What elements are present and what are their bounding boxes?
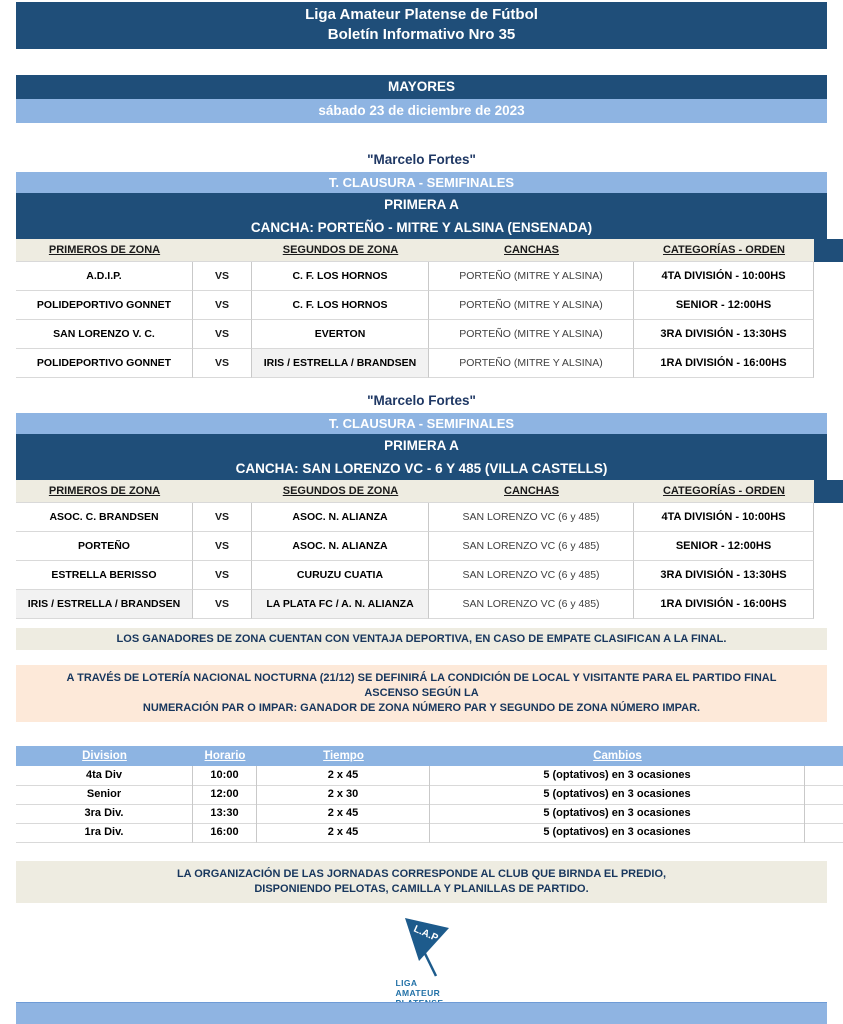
vs-label: VS [193,291,252,320]
fixture-section-1 [0,151,843,378]
schedule-duration: 2 x 45 [257,804,430,824]
division-label: PRIMERA A [384,438,459,453]
fixture-section-2 [0,392,843,619]
schedule-duration: 2 x 45 [257,766,430,786]
page-header [16,2,827,49]
home-team: POLIDEPORTIVO GONNET [16,349,193,378]
stage-band: T. CLAUSURA - SEMIFINALES [16,413,827,434]
schedule-header-tail [805,746,843,766]
division-venue-band [16,193,827,239]
away-team: CURUZU CUATIA [252,561,429,590]
schedule-changes: 5 (optativos) en 3 ocasiones [430,785,805,805]
match-table [16,239,843,378]
schedule-division: 4ta Div [16,766,193,786]
category-time: 4TA DIVISIÓN - 10:00HS [634,503,814,532]
schedule-time: 13:30 [193,804,257,824]
header-vs-empty [193,480,252,502]
schedule-duration: 2 x 30 [257,785,430,805]
schedule-time: 12:00 [193,785,257,805]
category-time: 1RA DIVISIÓN - 16:00HS [634,590,814,619]
schedule-row [16,804,843,823]
match-table-header [16,480,814,503]
schedule-division: Senior [16,785,193,805]
category-time: 1RA DIVISIÓN - 16:00HS [634,349,814,378]
schedule-changes: 5 (optativos) en 3 ocasiones [430,766,805,786]
league-name-line: LIGA [395,978,418,988]
lottery-note [16,665,827,722]
schedule-header-tiempo: Tiempo [323,750,364,762]
section-title: "Marcelo Fortes" [367,152,476,167]
schedule-header-horario: Horario [204,750,246,762]
field-name: PORTEÑO (MITRE Y ALSINA) [429,320,634,349]
pennant-logo-graphic [386,916,458,978]
vs-label: VS [193,532,252,561]
field-name: SAN LORENZO VC (6 y 485) [429,503,634,532]
schedule-header-row [16,746,843,766]
home-team: SAN LORENZO V. C. [16,320,193,349]
match-row [16,532,814,561]
schedule-row [16,766,843,785]
organization-note-line2: DISPONIENDO PELOTAS, CAMILLA Y PLANILLAS DE PARTIDO. [254,883,589,895]
division-venue-band [16,434,827,480]
schedule-time: 10:00 [193,766,257,786]
schedule-tail [805,766,843,786]
category-band: MAYORES [16,75,827,99]
vs-label: VS [193,349,252,378]
category-time: SENIOR - 12:00HS [634,532,814,561]
date-band: sábado 23 de diciembre de 2023 [16,99,827,123]
flag-initials: L.A.P [411,923,440,945]
footer-band [16,1002,827,1024]
header-canchas: CANCHAS [504,485,559,497]
match-row [16,262,814,291]
schedule-time: 16:00 [193,823,257,843]
away-team: ASOC. N. ALIANZA [252,532,429,561]
match-table [16,480,843,619]
category-time: 4TA DIVISIÓN - 10:00HS [634,262,814,291]
schedule-tail [805,785,843,805]
match-table-header [16,239,814,262]
header-primeros: PRIMEROS DE ZONA [48,485,161,497]
header-segundos: SEGUNDOS DE ZONA [282,485,399,497]
lottery-note-line1: A TRAVÉS DE LOTERÍA NACIONAL NOCTURNA (21/12) SE DEFINIRÁ LA CONDICIÓN DE LOCAL Y VISITANTE PARA EL PARTIDO FINAL ASCENSO SEGÚN LA [66,672,777,699]
advantage-note: LOS GANADORES DE ZONA CUENTAN CON VENTAJA DEPORTIVA, EN CASO DE EMPATE CLASIFICAN A LA FINAL. [16,628,827,650]
field-name: PORTEÑO (MITRE Y ALSINA) [429,291,634,320]
organization-note [16,861,827,903]
vs-label: VS [193,590,252,619]
away-team: LA PLATA FC / A. N. ALIANZA [252,590,429,619]
category-time: SENIOR - 12:00HS [634,291,814,320]
away-team: C. F. LOS HORNOS [252,291,429,320]
home-team: POLIDEPORTIVO GONNET [16,291,193,320]
match-row [16,590,814,619]
home-team: ESTRELLA BERISSO [16,561,193,590]
away-team: ASOC. N. ALIANZA [252,503,429,532]
schedule-division: 1ra Div. [16,823,193,843]
lottery-note-line2: NUMERACIÓN PAR O IMPAR: GANADOR DE ZONA NÚMERO PAR Y SEGUNDO DE ZONA NÚMERO IMPAR. [142,702,701,714]
stage-band: T. CLAUSURA - SEMIFINALES [16,172,827,193]
schedule-row [16,785,843,804]
schedule-tail [805,823,843,843]
league-name-line: AMATEUR [395,988,441,998]
match-row [16,503,814,532]
schedule-table [16,746,843,842]
away-team: C. F. LOS HORNOS [252,262,429,291]
schedule-header-division: Division [82,750,127,762]
venue-label: CANCHA: SAN LORENZO VC - 6 Y 485 (VILLA CASTELLS) [235,461,608,476]
field-name: SAN LORENZO VC (6 y 485) [429,532,634,561]
match-row [16,291,814,320]
header-canchas: CANCHAS [504,244,559,256]
vs-label: VS [193,262,252,291]
schedule-division: 3ra Div. [16,804,193,824]
match-row [16,349,814,378]
header-vs-empty [193,239,252,261]
home-team: PORTEÑO [16,532,193,561]
schedule-header-cambios: Cambios [593,750,642,762]
header-categorias: CATEGORÍAS - ORDEN [662,485,786,497]
match-row [16,320,814,349]
schedule-changes: 5 (optativos) en 3 ocasiones [430,804,805,824]
schedule-tail [805,804,843,824]
vs-label: VS [193,320,252,349]
home-team: IRIS / ESTRELLA / BRANDSEN [16,590,193,619]
home-team: A.D.I.P. [16,262,193,291]
away-team: IRIS / ESTRELLA / BRANDSEN [252,349,429,378]
header-categorias: CATEGORÍAS - ORDEN [662,244,786,256]
field-name: SAN LORENZO VC (6 y 485) [429,561,634,590]
field-name: PORTEÑO (MITRE Y ALSINA) [429,349,634,378]
header-primeros: PRIMEROS DE ZONA [48,244,161,256]
category-time: 3RA DIVISIÓN - 13:30HS [634,320,814,349]
venue-label: CANCHA: PORTEÑO - MITRE Y ALSINA (ENSENADA) [250,220,593,235]
away-team: EVERTON [252,320,429,349]
match-row [16,561,814,590]
league-title: Liga Amateur Platense de Fútbol [305,6,538,23]
vs-label: VS [193,503,252,532]
header-corner-block [814,239,843,262]
category-time: 3RA DIVISIÓN - 13:30HS [634,561,814,590]
division-label: PRIMERA A [384,197,459,212]
home-team: ASOC. C. BRANDSEN [16,503,193,532]
section-title: "Marcelo Fortes" [367,393,476,408]
vs-label: VS [193,561,252,590]
bulletin-number: Boletín Informativo Nro 35 [327,26,516,43]
organization-note-line1: LA ORGANIZACIÓN DE LAS JORNADAS CORRESPONDE AL CLUB QUE BIRNDA EL PREDIO, [176,868,667,880]
field-name: PORTEÑO (MITRE Y ALSINA) [429,262,634,291]
header-segundos: SEGUNDOS DE ZONA [282,244,399,256]
schedule-changes: 5 (optativos) en 3 ocasiones [430,823,805,843]
header-corner-block [814,480,843,503]
field-name: SAN LORENZO VC (6 y 485) [429,590,634,619]
schedule-row [16,823,843,842]
schedule-duration: 2 x 45 [257,823,430,843]
